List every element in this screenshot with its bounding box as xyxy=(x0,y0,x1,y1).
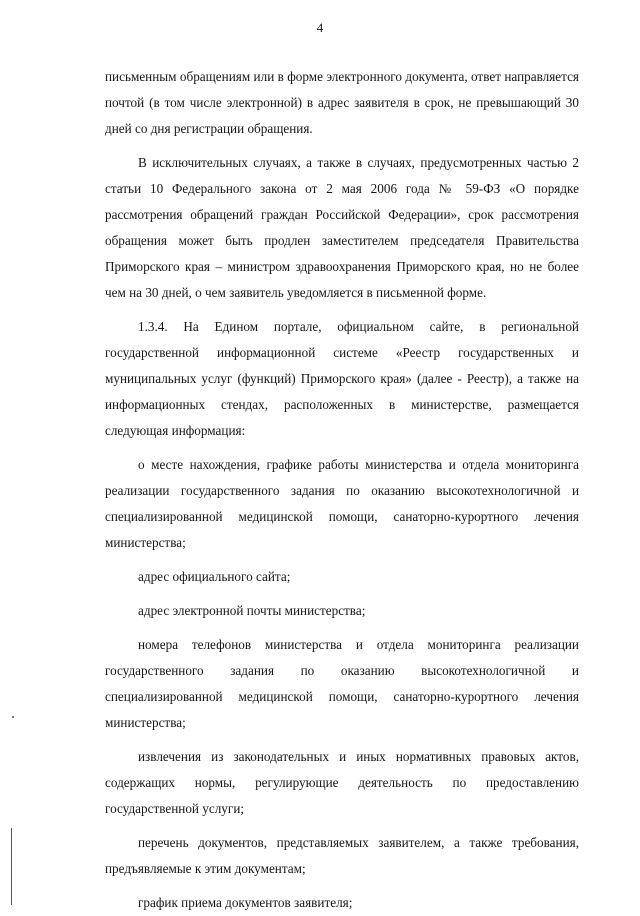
list-item-legal-extracts: извлечения из законодательных и иных нормативных правовых актов, содержащих нормы, регулирующие деятельность по предоставлению государственной услуги; xyxy=(105,749,579,816)
list-item-phones: номера телефонов министерства и отдела мониторинга реализации государственного задания по оказанию высокотехнологичной и специализированной медицинской помощи, санаторно-курортного лечения министерства; xyxy=(105,637,579,730)
scan-mark xyxy=(12,716,14,718)
list-item-documents: перечень документов, представляемых заявителем, а также требования, предъявляемые к этим документам; xyxy=(105,835,579,876)
list-item-website: адрес официального сайта; xyxy=(138,569,291,584)
list-item-schedule: график приема документов заявителя; xyxy=(138,895,353,910)
paragraph-1-3-4: 1.3.4. На Едином портале, официальном сайте, в региональной государственной информационной системе «Реестр государственных и муниципальных услуг (функций) Приморского края» (далее - Реестр), а также на информационных стендах, расположенных в министерстве, размещается следующая информация: xyxy=(105,319,579,438)
scan-edge-line xyxy=(11,828,12,905)
page-number: 4 xyxy=(316,20,324,35)
list-item-location: о месте нахождения, графике работы министерства и отдела мониторинга реализации государственного задания по оказанию высокотехнологичной и специализированной медицинской помощи, санаторно-курортного лечения министерства; xyxy=(105,457,579,550)
paragraph-reply-deadline: письменным обращениям или в форме электронного документа, ответ направляется почтой (в том числе электронной) в адрес заявителя в срок, не превышающий 30 дней со дня регистрации обращения. xyxy=(105,69,579,136)
list-item-email: адрес электронной почты министерства; xyxy=(138,603,366,618)
document-body xyxy=(105,64,579,916)
paragraph-extension: В исключительных случаях, а также в случаях, предусмотренных частью 2 статьи 10 Федерального закона от 2 мая 2006 года № 59-ФЗ «О порядке рассмотрения обращений граждан Российской Федерации», срок рассмотрения обращения может быть продлен заместителем председателя Правительства Приморского края – министром здравоохранения Приморского края, но не более чем на 30 дней, о чем заявитель уведомляется в письменной форме. xyxy=(105,155,579,300)
